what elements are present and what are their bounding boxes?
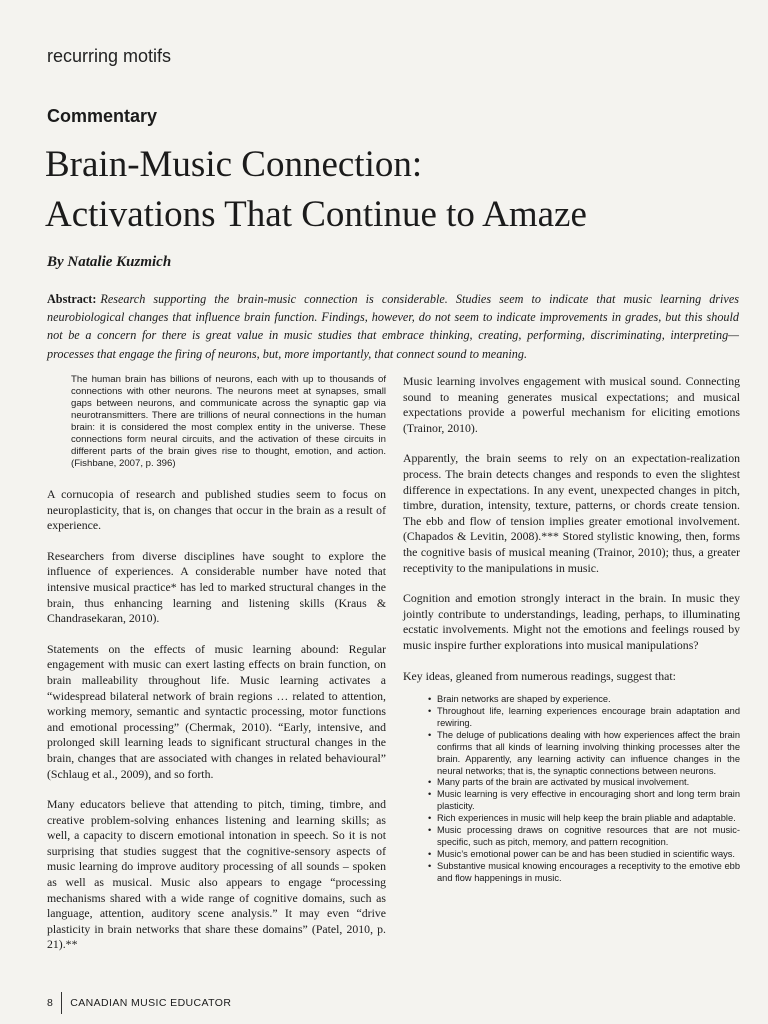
key-idea-item: • Music processing draws on cognitive resources that are not music-specific, such as pitch, memory, and pattern recognition. [428, 825, 740, 849]
article-title-line-2: Activations That Continue to Amaze [45, 194, 587, 235]
body-paragraph: A cornucopia of research and published studies seem to focus on neuroplasticity, that is, on changes that occur in the brain as a result of experience. [47, 487, 386, 533]
page-footer [47, 992, 231, 1014]
key-idea-item: • Rich experiences in music will help keep the brain pliable and adaptable. [428, 813, 740, 825]
key-idea-item: • Music’s emotional power can be and has been studied in scientific ways. [428, 849, 740, 861]
key-idea-item: • The deluge of publications dealing with how experiences affect the brain confirms that all kinds of learning involving thinking processes alter the brain. Apparently, any learning activity can influence changes in the neural networks; that is, the synaptic connections between neurons. [428, 730, 740, 778]
byline: By Natalie Kuzmich [47, 254, 172, 270]
page-number: 8 [47, 997, 54, 1009]
commentary-kicker: Commentary [47, 106, 158, 126]
key-idea-item: • Throughout life, learning experiences encourage brain adaptation and rewiring. [428, 706, 740, 730]
key-ideas-list [403, 694, 740, 885]
abstract [47, 290, 739, 363]
footer-divider [61, 992, 62, 1014]
key-ideas-intro: Key ideas, gleaned from numerous readings, suggest that: [403, 668, 676, 683]
body-paragraph: Cognition and emotion strongly interact in the brain. In music they jointly contribute to understandings, leading, perhaps, to illuminating ecstatic involvements. Might not the emotions and feelings roused by music inspire further explorations into musical manipulations? [403, 591, 740, 652]
section-label: recurring motifs [47, 46, 172, 66]
pullquote: The human brain has billions of neurons, each with up to thousands of connections with other neurons. The neurons meet at synapses, small gaps between neurons, and communicate across the synaptic gap via neurotransmitters. There are trillions of neural connections in the human brain: it is considered the most complex entity in the universe. These connections form neural circuits, and the activation of these circuits in different parts of the brain gives rise to thought, emotion, and action. (Fishbane, 2007, p. 396) [71, 374, 386, 469]
body-paragraph: Researchers from diverse disciplines have sought to explore the influence of experiences. A considerable number have noted that intensive musical practice* has led to marked structural changes in the brain, thus enhancing learning and listening skills (Kraus & Chandrasekaran, 2010). [47, 548, 386, 626]
body-paragraph: Apparently, the brain seems to rely on an expectation-realization process. The brain detects changes and responds to even the slightest difference in expectations. In any event, unexpected changes in pitch, timbre, duration, intensity, texture, patterns, or chords create tension. The ebb and flow of tension implies greater emotional involvement. (Chapados & Levitin, 2008).*** Stored stylistic knowing, then, forms the cognitive basis of musical meaning (Trainor, 2010); thus, a greater receptivity to the manipulations in music. [403, 451, 740, 575]
key-idea-item: • Substantive musical knowing encourages a receptivity to the emotive ebb and flow happenings in music. [428, 861, 740, 885]
publication-name: CANADIAN MUSIC EDUCATOR [70, 997, 232, 1009]
key-idea-item: • Brain networks are shaped by experience. [428, 694, 740, 706]
left-column [47, 374, 386, 953]
abstract-text: Research supporting the brain-music connection is considerable. Studies seem to indicate that music learning drives neurobiological changes that influence brain function. Findings, however, do not seem to indicate improvements in grades, but this should not be a concern for there is great value in music studies that embrace thinking, creating, performing, discriminating, interpreting—processes that engage the firing of neurons, but, more importantly, that connect sound to meaning. [47, 292, 739, 361]
article-title-line-1: Brain-Music Connection: [45, 144, 423, 185]
key-idea-item: • Music learning is very effective in encouraging short and long term brain plasticity. [428, 789, 740, 813]
abstract-label: Abstract: [47, 292, 97, 306]
body-paragraph: Music learning involves engagement with musical sound. Connecting sound to meaning generates musical expectations; and musical expectations provide a powerful mechanism for eliciting emotions (Trainor, 2010). [403, 374, 740, 435]
body-paragraph: Statements on the effects of music learning abound: Regular engagement with music can exert lasting effects on brain function, on brain malleability throughout life. Music learning activates a “widespread bilateral network of brain regions … related to attention, working memory, semantic and syntactic processing, motor functions and emotional processing” (Chermak, 2010). “Early, intensive, and prolonged skill learning leads to significant structural changes in the brain, changes that are associated with changes in related behavioural” (Schlaug et al., 2009), and so forth. [47, 641, 386, 781]
key-idea-item: • Many parts of the brain are activated by musical involvement. [428, 777, 740, 789]
body-paragraph: Many educators believe that attending to pitch, timing, timbre, and creative problem-solving enhances listening and learning skills; as well, a capacity to discern emotional intonation in speech. So it is not surprising that studies suggest that the cognitive-sensory aspects of music learning do improve auditory processing of all sounds – spoken as well as musical. Music also appears to engage “processing mechanisms shared with a wide range of cognitive domains, such as language, attention, auditory scene analysis.” It may even “drive plasticity in brain networks that share these domains” (Patel, 2010, p. 21).** [47, 797, 386, 952]
right-column [403, 374, 740, 885]
